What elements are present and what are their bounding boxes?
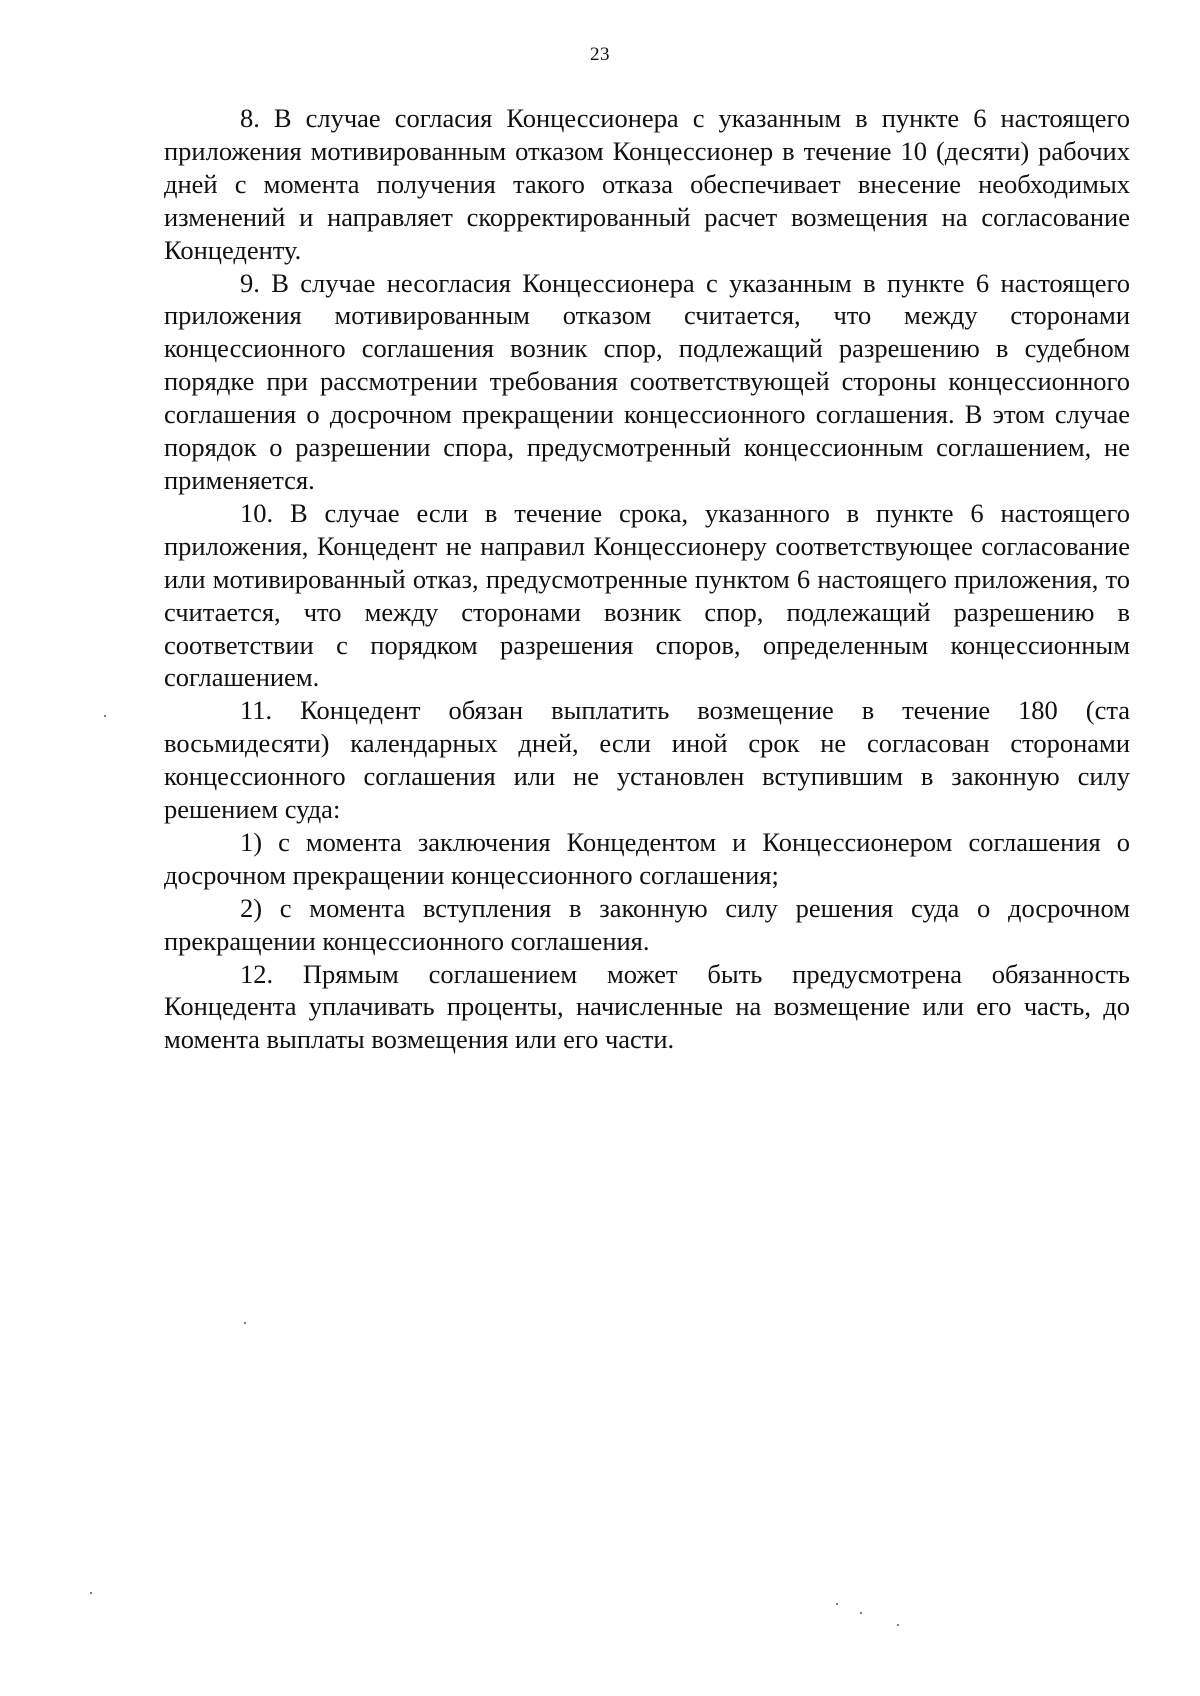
document-body (164, 102, 1130, 1056)
page-number: 23 (590, 44, 610, 65)
list-item-2: 2) с момента вступления в законную силу решения суда о досрочном прекращении концессионного соглашения. (164, 892, 1130, 956)
paragraph-10: 10. В случае если в течение срока, указанного в пункте 6 настоящего приложения, Концедент не направил Концессионеру соответствующее согласование или мотивированный отказ, предусмотренные пунктом 6 настоящего приложения, то считается, что между сторонами возник спор, подлежащий разрешению в соответствии с порядком разрешения споров, определенным концессионным соглашением. (164, 497, 1130, 693)
scan-speck (860, 1612, 862, 1614)
scan-speck (897, 1624, 899, 1626)
list-item-1: 1) с момента заключения Концедентом и Концессионером соглашения о досрочном прекращении концессионного соглашения; (164, 826, 1130, 890)
scan-speck (104, 715, 106, 717)
paragraph-11: 11. Концедент обязан выплатить возмещение в течение 180 (ста восьмидесяти) календарных дней, если иной срок не согласован сторонами концессионного соглашения или не установлен вступившим в законную силу решением суда: (164, 695, 1130, 825)
paragraph-12: 12. Прямым соглашением может быть предусмотрена обязанность Концедента уплачивать проценты, начисленные на возмещение или его часть, до момента выплаты возмещения или его части. (164, 958, 1130, 1055)
paragraph-9: 9. В случае несогласия Концессионера с указанным в пункте 6 настоящего приложения мотивированным отказом считается, что между сторонами концессионного соглашения возник спор, подлежащий разрешению в судебном порядке при рассмотрении требования соответствующей стороны концессионного соглашения о досрочном прекращении концессионного соглашения. В этом случае порядок о разрешении спора, предусмотренный концессионным соглашением, не применяется. (164, 267, 1130, 495)
scan-speck (90, 1592, 92, 1594)
scan-speck (244, 1322, 246, 1324)
paragraph-8: 8. В случае согласия Концессионера с указанным в пункте 6 настоящего приложения мотивированным отказом Концессионер в течение 10 (десяти) рабочих дней с момента получения такого отказа обеспечивает внесение необходимых изменений и направляет скорректированный расчет возмещения на согласование Концеденту. (164, 103, 1130, 265)
scan-speck (836, 1603, 838, 1605)
